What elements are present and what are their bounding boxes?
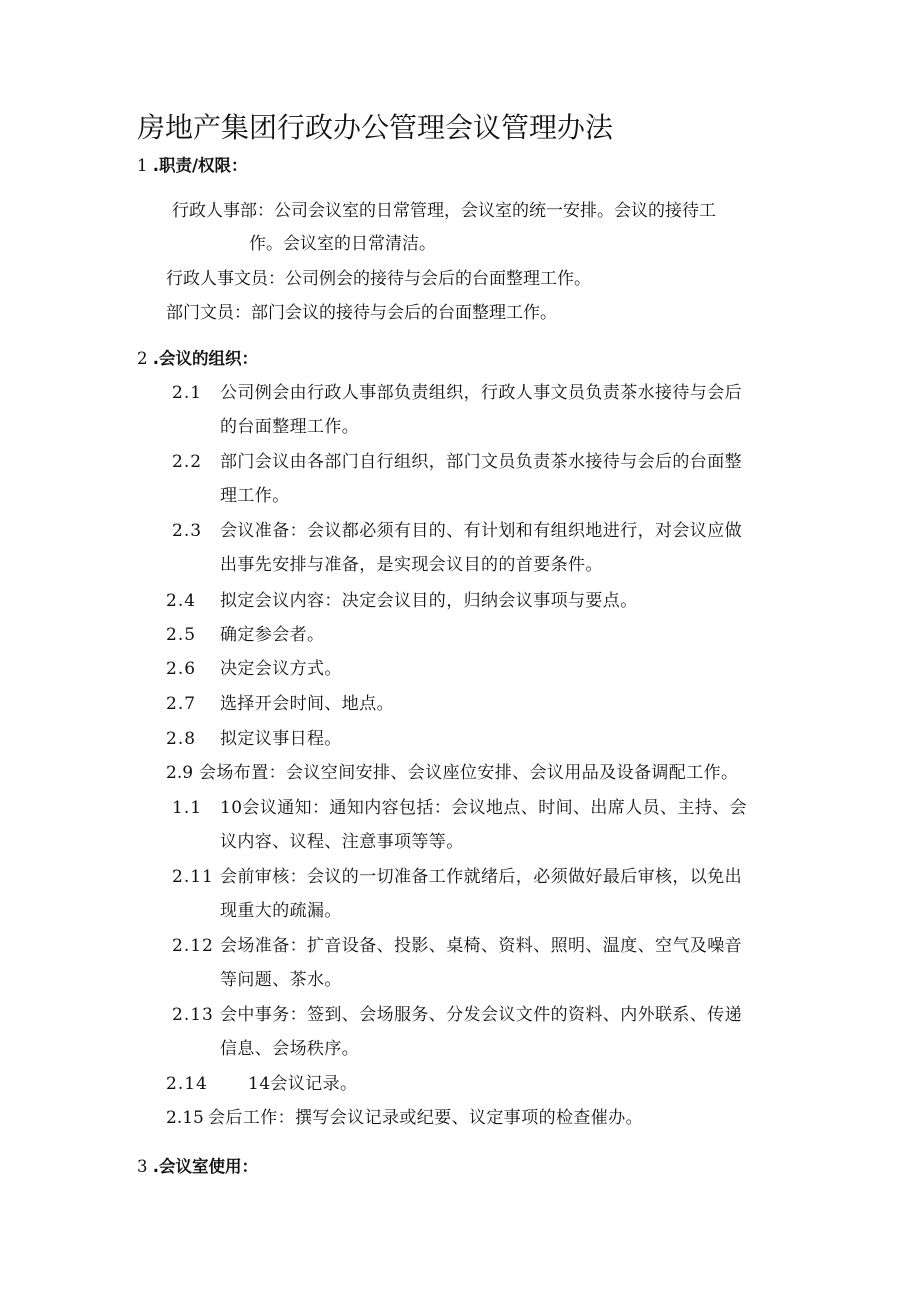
section-1-label: .职责/权限： (152, 156, 248, 175)
item-text-cont: 信息、会场秩序。 (220, 1039, 360, 1059)
section-2-label: .会议的组织： (152, 349, 259, 368)
item-number: 2.13 (172, 1005, 214, 1025)
item-text: 会议准备：会议都必须有目的、有计划和有组织地进行，对会议应做 (220, 521, 742, 541)
item-number: 2.5 (166, 625, 197, 645)
item-number: 2.9 (166, 763, 194, 783)
item-text: 10会议通知：通知内容包括：会议地点、时间、出席人员、主持、会 (220, 798, 748, 818)
section-3-heading (137, 1159, 258, 1176)
section-2-number: 2 (137, 349, 148, 368)
item-number: 1.1 (172, 798, 203, 818)
section-3-number: 3 (137, 1157, 148, 1176)
item-text: 公司例会由行政人事部负责组织，行政人事文员负责茶水接待与会后 (220, 383, 742, 403)
item-number: 2.14 (166, 1074, 208, 1094)
item-text-cont: 的台面整理工作。 (220, 417, 360, 437)
item-text-cont: 议内容、议程、注意事项等等。 (220, 832, 464, 852)
responsibility-admin-clerk: 行政人事文员：公司例会的接待与会后的台面整理工作。 (166, 269, 591, 289)
item-text: 部门会议由各部门自行组织，部门文员负责茶水接待与会后的台面整 (220, 452, 742, 472)
section-3-label: .会议室使用： (152, 1157, 259, 1176)
responsibility-admin-line1: 行政人事部：公司会议室的日常管理，会议室的统一安排。会议的接待工 (172, 201, 716, 221)
item-text: 拟定议事日程。 (220, 729, 342, 749)
section-1-number: 1 (137, 156, 148, 175)
document-title: 房地产集团行政办公管理会议管理办法 (137, 111, 614, 144)
item-text: 选择开会时间、地点。 (220, 694, 394, 714)
item-text: 14会议记录。 (248, 1074, 358, 1094)
item-text: 会后工作：撰写会议记录或纪要、议定事项的检查催办。 (208, 1108, 643, 1128)
item-number: 2.7 (166, 694, 197, 714)
item-text: 拟定会议内容：决定会议目的，归纳会议事项与要点。 (220, 591, 638, 611)
item-text-cont: 理工作。 (220, 486, 290, 506)
item-text: 确定参会者。 (220, 625, 325, 645)
item-number: 2.11 (172, 867, 214, 887)
responsibility-dept-clerk: 部门文员：部门会议的接待与会后的台面整理工作。 (166, 303, 557, 323)
responsibility-admin-line2: 作。会议室的日常清洁。 (249, 234, 436, 254)
item-number: 2.2 (172, 452, 203, 472)
item-text: 会场准备：扩音设备、投影、桌椅、资料、照明、温度、空气及噪音 (220, 936, 742, 956)
item-text-cont: 现重大的疏漏。 (220, 901, 342, 921)
section-2-heading (137, 351, 258, 368)
item-number: 2.6 (166, 659, 197, 679)
item-number: 2.4 (166, 591, 197, 611)
item-number: 2.15 (166, 1108, 204, 1128)
item-text: 会前审核：会议的一切准备工作就绪后，必须做好最后审核，以免出 (220, 867, 742, 887)
item-text: 会中事务：签到、会场服务、分发会议文件的资料、内外联系、传递 (220, 1005, 742, 1025)
item-number: 2.12 (172, 936, 214, 956)
section-1-heading (137, 158, 248, 175)
item-text-cont: 等问题、茶水。 (220, 970, 342, 990)
item-number: 2.1 (172, 383, 203, 403)
item-text: 决定会议方式。 (220, 659, 342, 679)
item-text: 会场布置：会议空间安排、会议座位安排、会议用品及设备调配工作。 (199, 763, 739, 783)
item-number: 2.3 (172, 521, 203, 541)
item-number: 2.8 (166, 729, 197, 749)
item-text-cont: 出事先安排与准备，是实现会议目的的首要条件。 (220, 555, 603, 575)
